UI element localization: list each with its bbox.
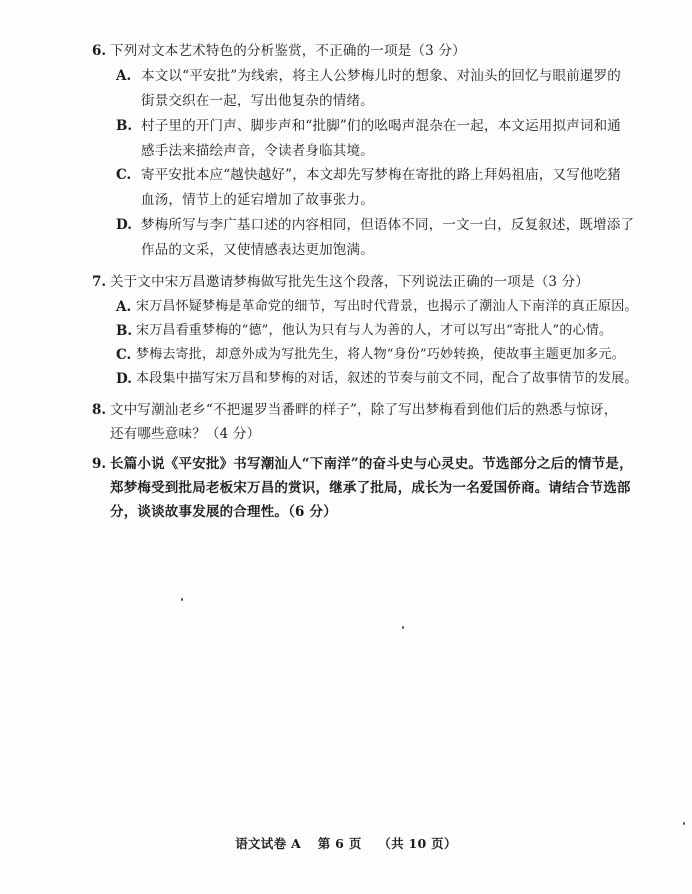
question-number: 9. xyxy=(92,456,107,472)
option-text: 本段集中描写宋万昌和梦梅的对话，叙述的节奏与前文不同，配合了故事情节的发展。 xyxy=(136,371,638,386)
option-letter: D. xyxy=(116,371,132,387)
question-text: 郑梦梅受到批局老板宋万昌的赏识，继承了批局，成长为一名爱国侨商。请结合节选部 xyxy=(110,480,631,496)
question-number: 6. xyxy=(92,43,107,59)
option-text: 作品的文采，又使情感表达更加饱满。 xyxy=(141,242,374,258)
option-letter: A. xyxy=(116,299,132,315)
question-text: 长篇小说《平安批》书写潮汕人“下南洋”的奋斗史与心灵史。节选部分之后的情节是， xyxy=(110,456,633,472)
option-letter: B. xyxy=(116,323,133,339)
question-stem: 关于文中宋万昌邀请梦梅做写批先生这个段落，下列说法正确的一项是（3 分） xyxy=(110,274,590,290)
question-text: 分，谈谈故事发展的合理性。（6 分） xyxy=(110,504,337,520)
page-total: （共 10 页） xyxy=(378,836,457,851)
scan-speck xyxy=(181,598,183,601)
option-text: 街景交织在一起，写出他复杂的情绪。 xyxy=(141,93,374,109)
question-text: 还有哪些意味？（4 分） xyxy=(110,426,261,442)
option-text: 宋万昌看重梦梅的“德”，他认为只有与人为善的人，才可以写出“寄批人”的心情。 xyxy=(136,323,613,338)
scan-speck xyxy=(402,626,404,629)
question-text: 文中写潮汕老乡“不把暹罗当番畔的样子”，除了写出梦梅看到他们后的熟悉与惊讶， xyxy=(110,402,618,418)
option-letter: D. xyxy=(116,217,132,233)
page-number: 第 6 页 xyxy=(317,836,362,851)
option-letter: C. xyxy=(116,347,132,363)
question-stem: 下列对文本艺术特色的分析鉴赏，不正确的一项是（3 分） xyxy=(110,43,466,59)
option-letter: C. xyxy=(116,167,132,183)
scan-speck xyxy=(683,822,685,825)
option-letter: A. xyxy=(116,68,132,84)
option-text: 宋万昌怀疑梦梅是革命党的细节，写出时代背景，也揭示了潮汕人下南洋的真正原因。 xyxy=(136,299,638,314)
paper-name: 语文试卷 A xyxy=(235,836,302,851)
option-text: 梦梅去寄批，却意外成为写批先生，将人物“身份”巧妙转换，使故事主题更加多元。 xyxy=(136,347,625,362)
option-text: 本文以“平安批”为线索，将主人公梦梅儿时的想象、对汕头的回忆与眼前暹罗的 xyxy=(141,68,622,84)
question-number: 7. xyxy=(92,274,107,290)
option-text: 寄平安批本应“越快越好”，本文却先写梦梅在寄批的路上拜妈祖庙，又写他吃猪 xyxy=(141,167,622,183)
option-text: 感手法来描绘声音，令读者身临其境。 xyxy=(141,143,374,159)
page-footer xyxy=(0,836,692,852)
option-letter: B. xyxy=(116,118,133,134)
option-text: 村子里的开门声、脚步声和“批脚”们的吆喝声混杂在一起，本文运用拟声词和通 xyxy=(141,118,622,134)
question-number: 8. xyxy=(92,402,107,418)
option-text: 梦梅所写与李广基口述的内容相同，但语体不同，一文一白，反复叙述，既增添了 xyxy=(141,217,635,233)
option-text: 血汤，情节上的延宕增加了故事张力。 xyxy=(141,192,374,208)
